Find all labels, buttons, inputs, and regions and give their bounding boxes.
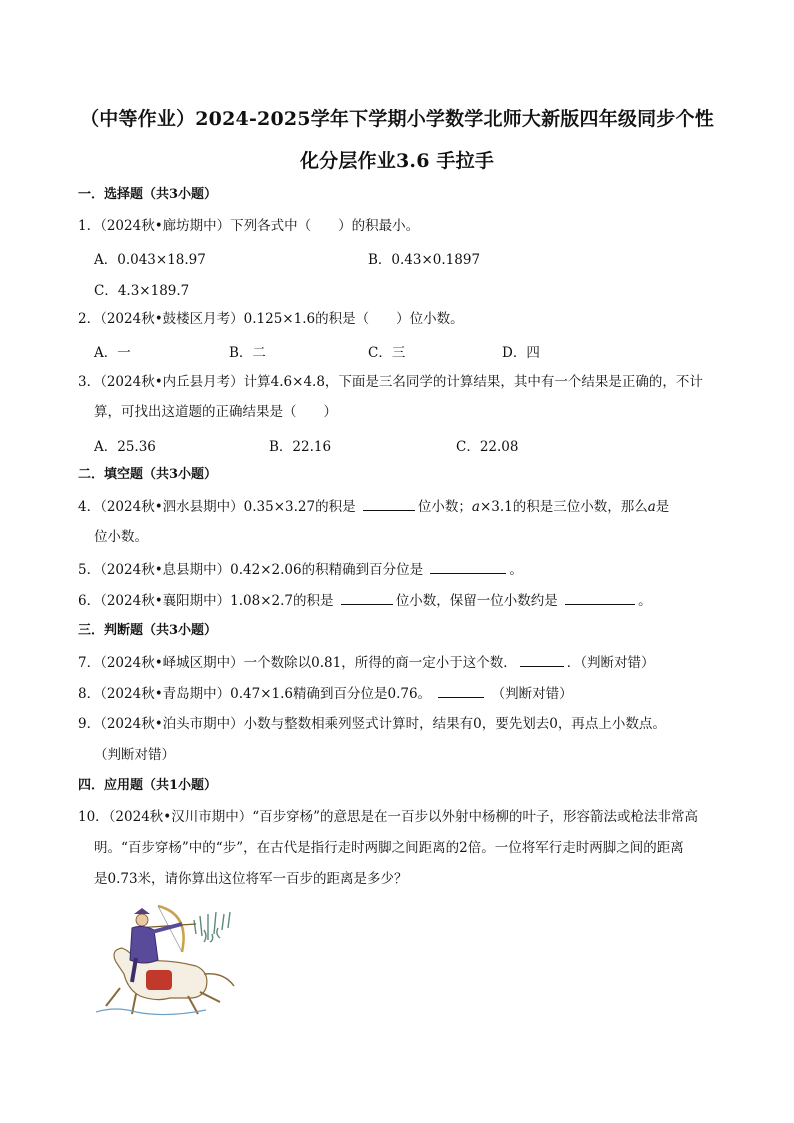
question-6-text-1: 6．（2024秋•襄阳期中）1.08×2.7的积是 [78, 593, 334, 609]
question-2-option-b: B．二 [229, 345, 266, 361]
question-9-line-2: （判断对错） [94, 747, 175, 763]
question-1-option-c: C．4.3×189.7 [94, 283, 190, 299]
archer-on-horse-illustration [96, 900, 246, 1018]
question-7 [78, 653, 654, 672]
question-3-stem-line-2: 算，可找出这道题的正确结果是（ ） [94, 404, 337, 420]
question-9-line-1: 9．（2024秋•泊头市期中）小数与整数相乘列竖式计算时，结果有0，要先划去0，再点上小数点。 [78, 716, 666, 732]
question-4-line-1 [78, 497, 669, 516]
question-2-option-d: D．四 [502, 345, 540, 361]
question-10-line-3: 是0.73米，请你算出这位将军一百步的距离是多少？ [94, 871, 408, 887]
question-3-stem-line-1: 3．（2024秋•内丘县月考）计算4.6×4.8，下面是三名同学的计算结果，其中有一个结果是正确的，不计 [78, 374, 703, 390]
question-8-text-1: 8．（2024秋•青岛期中）0.47×1.6精确到百分位是0.76。 [78, 686, 432, 702]
question-4-text-4: 是 [655, 499, 670, 515]
question-4-line-2: 位小数。 [94, 529, 148, 545]
question-1-option-b: B．0.43×0.1897 [368, 252, 481, 268]
section-heading-application: 四．应用题（共1小题） [78, 778, 218, 793]
question-7-text-1: 7．（2024秋•峄城区期中）一个数除以0.81，所得的商一定小于这个数． [78, 655, 517, 671]
question-5-blank[interactable] [430, 560, 506, 574]
question-6 [78, 591, 652, 610]
horse-icon [106, 948, 234, 1014]
question-6-text-3: 。 [638, 593, 652, 609]
question-4-variable-a: a [471, 499, 480, 515]
question-3-option-a: A．25.36 [94, 439, 156, 455]
question-8 [78, 684, 573, 703]
question-3-option-b: B．22.16 [269, 439, 332, 455]
question-4-blank-1[interactable] [363, 497, 415, 511]
question-4-text-2: 位小数； [417, 499, 472, 515]
question-6-text-2: 位小数，保留一位小数约是 [395, 593, 558, 609]
question-10-line-1: 10．（2024秋•汉川市期中）“百步穿杨”的意思是在一百步以外射中杨柳的叶子，形容箭法或枪法非常高 [78, 809, 699, 825]
question-2-option-c: C．三 [368, 345, 406, 361]
question-8-blank[interactable] [438, 684, 484, 698]
question-4-text-3: ×3.1的积是三位小数，那么 [479, 499, 648, 515]
question-2-option-a: A．一 [94, 345, 131, 361]
question-6-blank-1[interactable] [341, 591, 393, 605]
page-title-line-2: 化分层作业3.6 手拉手 [299, 150, 495, 172]
question-7-blank[interactable] [520, 653, 564, 667]
question-2-stem: 2．（2024秋•鼓楼区月考）0.125×1.6的积是（ ）位小数。 [78, 311, 464, 327]
question-5 [78, 560, 523, 579]
section-heading-fill: 二．填空题（共3小题） [78, 467, 218, 482]
section-heading-judge: 三．判断题（共3小题） [78, 623, 218, 638]
question-3-option-c: C．22.08 [456, 439, 519, 455]
question-1-option-a: A．0.043×18.97 [94, 252, 206, 268]
section-heading-choice: 一．选择题（共3小题） [78, 187, 218, 202]
page-title-line-1: （中等作业）2024-2025学年下学期小学数学北师大新版四年级同步个性 [80, 108, 714, 130]
question-10-line-2: 明。“百步穿杨”中的“步”，在古代是指行走时两脚之间距离的2倍。一位将军行走时两脚之间的距离 [94, 840, 684, 856]
willow-tree-icon [194, 912, 230, 942]
question-6-blank-2[interactable] [565, 591, 635, 605]
question-1-stem: 1．（2024秋•廊坊期中）下列各式中（ ）的积最小。 [78, 218, 420, 234]
question-5-text-1: 5．（2024秋•息县期中）0.42×2.06的积精确到百分位是 [78, 562, 424, 578]
question-4-text-1: 4．（2024秋•泗水县期中）0.35×3.27的积是 [78, 499, 356, 515]
question-7-text-2: ．（判断对错） [566, 655, 655, 671]
question-8-text-2: （判断对错） [491, 686, 573, 702]
question-4-variable-a-2: a [647, 499, 656, 515]
question-5-text-2: 。 [509, 562, 523, 578]
